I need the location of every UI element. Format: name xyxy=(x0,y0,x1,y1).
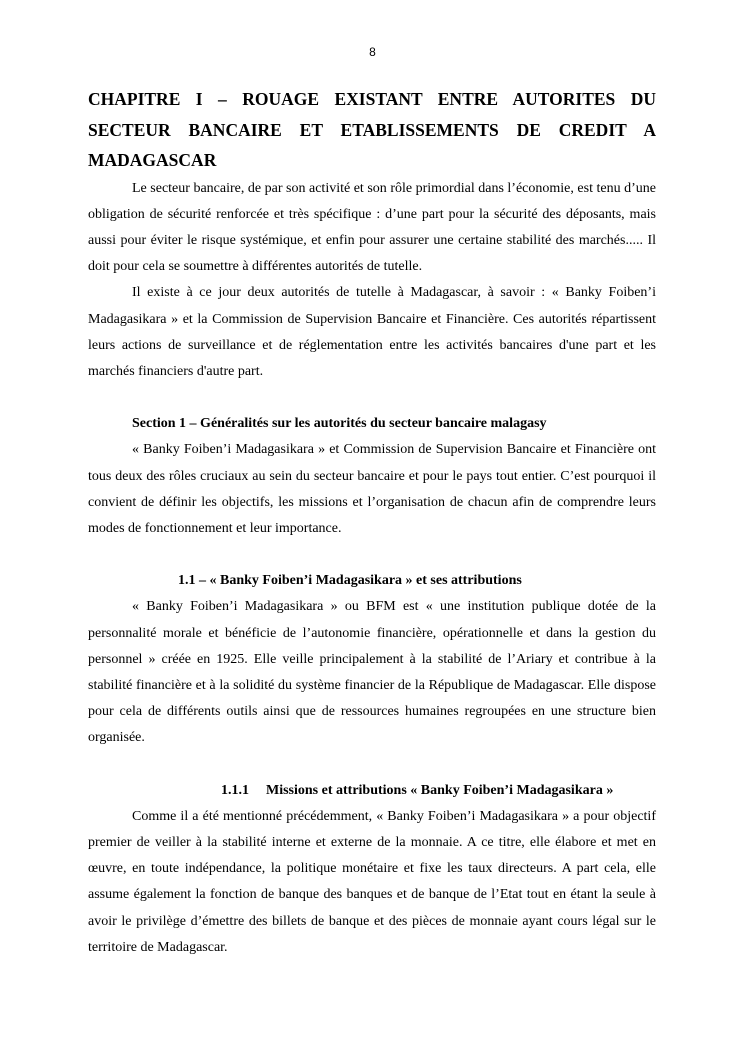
subsection-1-1-1-title: Missions et attributions « Banky Foiben’i Madagasikara » xyxy=(266,782,614,798)
subsection-1-1-1-number: 1.1.1 xyxy=(221,782,249,798)
spacer xyxy=(88,752,656,778)
spacer xyxy=(88,385,656,411)
intro-paragraph-2: Il existe à ce jour deux autorités de tutelle à Madagascar, à savoir : « Banky Foiben’i Madagasikara » et la Commission de Supervision Bancaire et Financière. Ces autorités répartissent leurs actions de surveillance et de réglementation entre les activités bancaires d'une part et les marchés financiers d'autre part. xyxy=(88,285,656,379)
spacer xyxy=(88,542,656,568)
subsection-1-1-1-paragraph: Comme il a été mentionné précédemment, « Banky Foiben’i Madagasikara » a pour objectif premier de veiller à la stabilité interne et externe de la monnaie. A ce titre, elle élabore et met en œuvre, en toute indépendance, la politique monétaire et fixe les taux directeurs. A part cela, elle assume également la fonction de banque des banques et de banque de l’Etat tout en étant la seule à avoir le privilège d’émettre des billets de banque et des pièces de monnaie ayant cours légal sur le territoire de Madagascar. xyxy=(88,808,656,955)
subsection-1-1-heading: 1.1 – « Banky Foiben’i Madagasikara » et ses attributions xyxy=(178,573,522,589)
chapter-title: CHAPITRE I – ROUAGE EXISTANT ENTRE AUTORITES DU SECTEUR BANCAIRE ET ETABLISSEMENTS DE CREDIT A MADAGASCAR xyxy=(88,89,656,170)
subsection-1-1-1-heading xyxy=(88,778,656,804)
section-1-heading: Section 1 – Généralités sur les autorités du secteur bancaire malagasy xyxy=(132,416,547,432)
page-number: 8 xyxy=(369,45,376,59)
subsection-1-1-paragraph: « Banky Foiben’i Madagasikara » ou BFM est « une institution publique dotée de la personnalité morale et bénéficie de l’autonomie financière, opérationnelle et dans la gestion du personnel » créée en 1925. Elle veille principalement à la stabilité de l’Ariary et contribue à la stabilité financière et à la solidité du système financier de la République de Madagascar. Elle dispose pour cela de différents outils ainsi que de ressources humaines regroupées en une structure bien organisée. xyxy=(88,599,656,746)
document-body xyxy=(88,84,656,961)
section-1-paragraph: « Banky Foiben’i Madagasikara » et Commission de Supervision Bancaire et Financière ont tous deux des rôles cruciaux au sein du secteur bancaire et pour le pays tout entier. C’est pourquoi il convient de définir les objectifs, les missions et l’organisation de chacun afin de comprendre leurs modes de fonctionnement et leur importance. xyxy=(88,442,656,536)
intro-paragraph-1: Le secteur bancaire, de par son activité et son rôle primordial dans l’économie, est tenu d’une obligation de sécurité renforcée et très spécifique : d’une part pour la sécurité des déposants, mais aussi pour éviter le risque systémique, et enfin pour assurer une certaine stabilité des marchés..... Il doit pour cela se soumettre à différentes autorités de tutelle. xyxy=(88,180,656,275)
